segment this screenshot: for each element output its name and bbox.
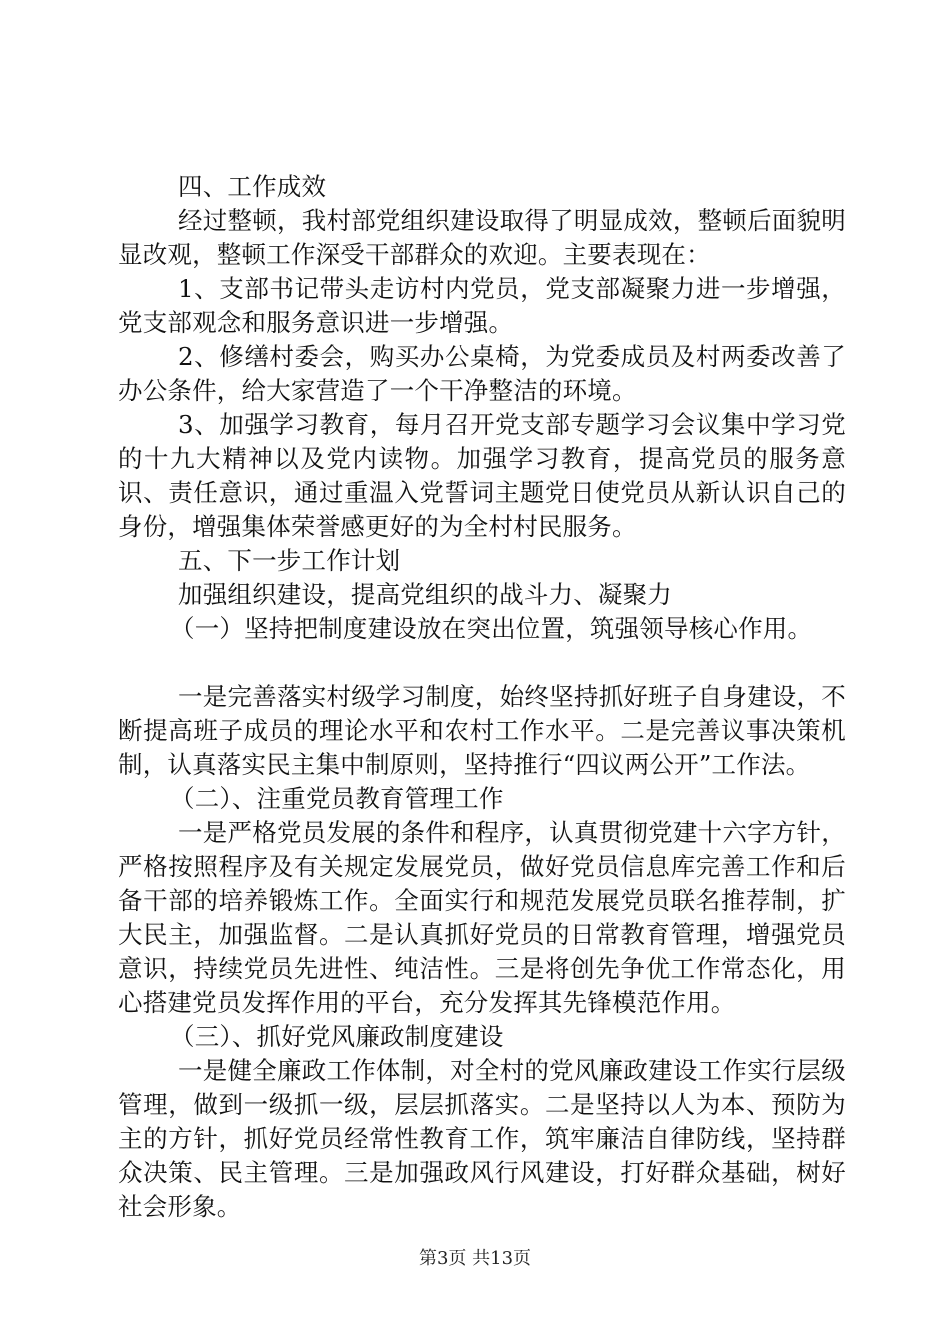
page-footer: [0, 1244, 950, 1270]
list-item-3: 3、加强学习教育，每月召开党支部专题学习会议集中学习党的十九大精神以及党内读物。加强学习教育，提高党员的服务意识、责任意识，通过重温入党誓词主题党日使党员从新认识自己的身份，增强集体荣誉感更好的为全村村民服务。: [118, 410, 846, 541]
paragraph-plan: 加强组织建设，提高党组织的战斗力、凝聚力: [178, 580, 672, 609]
paragraph-intro: 经过整顿，我村部党组织建设取得了明显成效，整顿后面貌明显改观，整顿工作深受干部群众的欢迎。主要表现在：: [118, 206, 846, 269]
subheading-2: （二）、注重党员教育管理工作: [170, 784, 504, 813]
section-heading-work-results: 四、工作成效: [178, 172, 327, 201]
list-item-2: 2、修缮村委会，购买办公桌椅，为党委成员及村两委改善了办公条件，给大家营造了一个干净整洁的环境。: [118, 342, 846, 405]
subheading-1: （一）坚持把制度建设放在突出位置，筑强领导核心作用。: [170, 614, 813, 643]
subsection-2-body: 一是严格党员发展的条件和程序，认真贯彻党建十六字方针，严格按照程序及有关规定发展党员，做好党员信息库完善工作和后备干部的培养锻炼工作。全面实行和规范发展党员联名推荐制，扩大民主，加强监督。二是认真抓好党员的日常教育管理，增强党员意识，持续党员先进性、纯洁性。三是将创先争优工作常态化，用心搭建党员发挥作用的平台，充分发挥其先锋模范作用。: [118, 818, 846, 1017]
subsection-3-body: 一是健全廉政工作体制，对全村的党风廉政建设工作实行层级管理，做到一级抓一级，层层抓落实。二是坚持以人为本、预防为主的方针，抓好党员经常性教育工作，筑牢廉洁自律防线，坚持群众决策、民主管理。三是加强政风行风建设，打好群众基础，树好社会形象。: [118, 1056, 846, 1221]
list-item-1: 1、支部书记带头走访村内党员，党支部凝聚力进一步增强，党支部观念和服务意识进一步增强。: [118, 274, 846, 337]
section-heading-next-plan: 五、下一步工作计划: [178, 546, 401, 575]
subheading-3: （三）、抓好党风廉政制度建设: [170, 1022, 504, 1051]
blank-line: [118, 646, 846, 680]
document-body: [118, 170, 846, 1224]
subsection-1-body: 一是完善落实村级学习制度，始终坚持抓好班子自身建设，不断提高班子成员的理论水平和农村工作水平。二是完善议事决策机制，认真落实民主集中制原则，坚持推行“四议两公开”工作法。: [118, 682, 846, 779]
page-number-label: 第3页 共13页: [418, 1248, 532, 1269]
